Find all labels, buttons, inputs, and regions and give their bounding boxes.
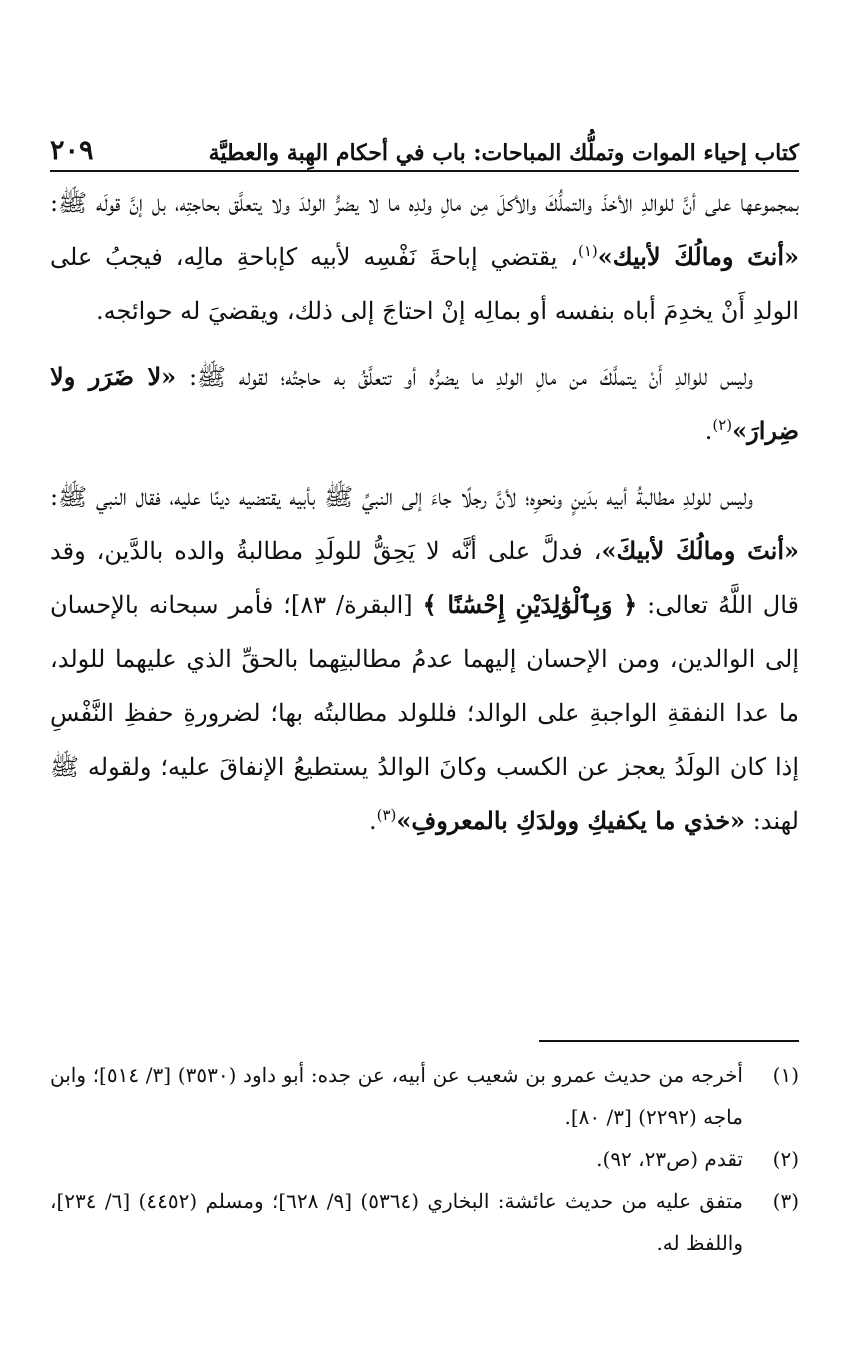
- paragraph-2-text-a: وليس للوالدِ أَنْ يتملَّكَ من مالِ الولدِ ما يضرُّه أو تتعلَّقُ به حاجتُه؛ لقوله ﷺ:: [176, 363, 754, 391]
- paragraph-3-text-d: .: [368, 807, 377, 835]
- footnote-ref-2[interactable]: (٢): [712, 416, 733, 434]
- paragraph-1: [50, 176, 799, 338]
- footnote-text: تقدم (ص٢٣، ٩٢).: [596, 1147, 743, 1171]
- paragraph-3-text-b: ، فدلَّ على أنَّه لا يَحِقُّ للولَدِ مطالبةُ والده بالدَّين، وقد قال اللَّهُ تعالى:: [50, 537, 800, 619]
- hadith-quote-3: «أنتَ ومالُكَ لأبيكَ»: [601, 536, 799, 565]
- paragraph-3: [50, 470, 799, 848]
- running-title: كتاب إحياء الموات وتملُّك المباحات: باب في أحكام الهِبة والعطيَّة: [208, 140, 799, 166]
- paragraph-2-text-b: .: [704, 417, 713, 445]
- footnote-1: [50, 1054, 799, 1138]
- footnote-text: متفق عليه من حديث عائشة: البخاري (٥٣٦٤) [٩/ ٦٢٨]؛ ومسلم (٤٤٥٢) [٦/ ٢٣٤]، واللفظ له.: [50, 1189, 743, 1255]
- hadith-quote-4: «خذي ما يكفيكِ وولدَكِ بالمعروفِ»: [396, 806, 746, 835]
- paragraph-3-text-a: وليس للولدِ مطالبةُ أبيه بدَينٍ ونحوِه؛ لأنَّ رجلًا جاءَ إلى النبيِّ ﷺ بأبيه يقتضيه دينًا عليه، فقال النبي ﷺ:: [50, 483, 753, 511]
- page-number: ٢٠٩: [50, 135, 94, 166]
- footnotes: [50, 1054, 799, 1264]
- footnote-separator: [539, 1040, 799, 1042]
- footnote-number: (١): [772, 1063, 799, 1087]
- paragraph-1-text-a: بمجموعها على أنَّ للوالدِ الأخذَ والتملُّكَ والأكلَ مِن مالِ ولدِه ما لا يضرُّ الولدَ ولا يتعلَّق بحاجتِه، بل إنَّ قولَه ﷺ:: [50, 189, 799, 217]
- footnote-ref-3[interactable]: (٣): [376, 806, 397, 824]
- paragraph-2: [50, 350, 799, 458]
- header-rule: [50, 170, 799, 172]
- quran-verse: ﴿ وَبِٱلْوَٰلِدَيْنِ إِحْسَٰنًا ﴾: [422, 590, 638, 619]
- footnote-number: (٢): [772, 1147, 799, 1171]
- hadith-quote-2: «لا ضَرَر ولا ضِرارَ»: [50, 362, 799, 445]
- footnote-3: [50, 1180, 799, 1264]
- paragraph-3-text-c: [البقرة/ ٨٣]؛ فأمر سبحانه بالإحسان إلى الوالدين، ومن الإحسان إليهما عدمُ مطالبتِهما بالحقِّ الذي عليهما للولد، ما عدا النفقةِ الواجبةِ على الوالد؛ فللولد مطالبتُه بها؛ لضرورةِ حفظِ النَّفْسِ إذا كان الولَدُ يعجز عن الكسب وكانَ الوالدُ يستطيعُ الإنفاقَ عليه؛ ولقوله ﷺ لهند:: [50, 591, 799, 835]
- footnote-2: [50, 1138, 799, 1180]
- footnote-ref-1[interactable]: (١): [578, 242, 598, 260]
- page-header: [50, 118, 799, 166]
- hadith-quote-1: «أنتَ ومالُكَ لأبيك»: [597, 242, 799, 271]
- main-text: [50, 176, 799, 848]
- footnote-number: (٣): [772, 1189, 799, 1213]
- footnote-text: أخرجه من حديث عمرو بن شعيب عن أبيه، عن جده: أبو داود (٣٥٣٠) [٣/ ٥١٤]؛ وابن ماجه (٢٢٩٢) [٣/ ٨٠].: [50, 1063, 743, 1129]
- paragraph-1-text-b: ، يقتضي إباحةَ نَفْسِه لأبيه كإباحةِ مالِه، فيجبُ على الولدِ أَنْ يخدِمَ أباه بنفسه أو بمالِه إنْ احتاجَ إلى ذلك، ويقضيَ له حوائجه.: [50, 243, 799, 325]
